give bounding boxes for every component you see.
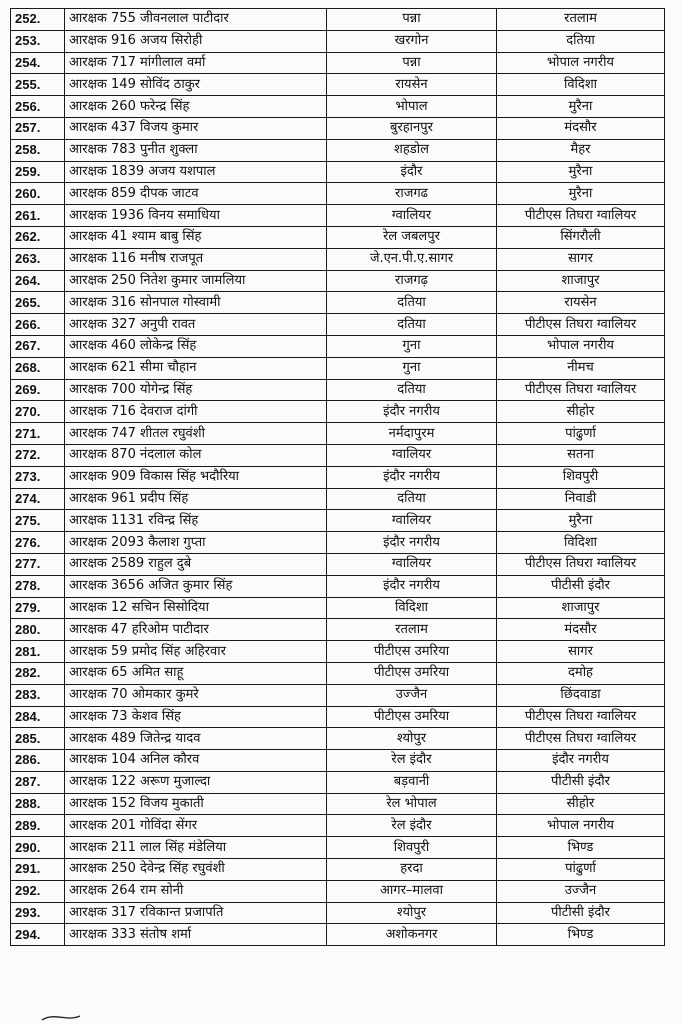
new-posting: नीमच bbox=[497, 357, 665, 379]
pen-mark bbox=[40, 1008, 160, 1024]
new-posting: पीटीएस तिघरा ग्वालियर bbox=[497, 553, 665, 575]
row-number: 260. bbox=[11, 183, 65, 205]
employee-name: आरक्षक 437 विजय कुमार bbox=[65, 117, 327, 139]
current-posting: विदिशा bbox=[327, 597, 497, 619]
table-row bbox=[11, 728, 665, 750]
new-posting: मुरैना bbox=[497, 510, 665, 532]
employee-name: आरक्षक 41 श्याम बाबु सिंह bbox=[65, 226, 327, 248]
employee-name: आरक्षक 1131 रविन्द्र सिंह bbox=[65, 510, 327, 532]
row-number: 287. bbox=[11, 771, 65, 793]
employee-name: आरक्षक 859 दीपक जाटव bbox=[65, 183, 327, 205]
row-number: 283. bbox=[11, 684, 65, 706]
table-row bbox=[11, 575, 665, 597]
current-posting: उज्जैन bbox=[327, 684, 497, 706]
employee-name: आरक्षक 65 अमित साहू bbox=[65, 662, 327, 684]
new-posting: सीहोर bbox=[497, 401, 665, 423]
new-posting: मंदसौर bbox=[497, 619, 665, 641]
employee-name: आरक्षक 12 सचिन सिसोदिया bbox=[65, 597, 327, 619]
table-row bbox=[11, 597, 665, 619]
current-posting: खरगोन bbox=[327, 30, 497, 52]
current-posting: गुना bbox=[327, 357, 497, 379]
row-number: 261. bbox=[11, 205, 65, 227]
row-number: 288. bbox=[11, 793, 65, 815]
row-number: 256. bbox=[11, 96, 65, 118]
row-number: 290. bbox=[11, 837, 65, 859]
new-posting: मंदसौर bbox=[497, 117, 665, 139]
current-posting: अशोकनगर bbox=[327, 924, 497, 946]
new-posting: भोपाल नगरीय bbox=[497, 52, 665, 74]
new-posting: मुरैना bbox=[497, 183, 665, 205]
employee-name: आरक्षक 59 प्रमोद सिंह अहिरवार bbox=[65, 641, 327, 663]
current-posting: रेल इंदौर bbox=[327, 815, 497, 837]
new-posting: इंदौर नगरीय bbox=[497, 750, 665, 772]
table-row bbox=[11, 292, 665, 314]
table-row bbox=[11, 880, 665, 902]
table-row bbox=[11, 248, 665, 270]
employee-name: आरक्षक 201 गोविंदा सेंगर bbox=[65, 815, 327, 837]
new-posting: निवाडी bbox=[497, 488, 665, 510]
table-row bbox=[11, 553, 665, 575]
table-row bbox=[11, 161, 665, 183]
new-posting: शाजापुर bbox=[497, 597, 665, 619]
row-number: 269. bbox=[11, 379, 65, 401]
current-posting: दतिया bbox=[327, 292, 497, 314]
row-number: 262. bbox=[11, 226, 65, 248]
current-posting: पीटीएस उमरिया bbox=[327, 706, 497, 728]
row-number: 286. bbox=[11, 750, 65, 772]
new-posting: पीटीसी इंदौर bbox=[497, 902, 665, 924]
table-row bbox=[11, 662, 665, 684]
table-row bbox=[11, 226, 665, 248]
row-number: 265. bbox=[11, 292, 65, 314]
table-row bbox=[11, 314, 665, 336]
current-posting: रायसेन bbox=[327, 74, 497, 96]
employee-name: आरक्षक 316 सोनपाल गोस्वामी bbox=[65, 292, 327, 314]
row-number: 268. bbox=[11, 357, 65, 379]
employee-name: आरक्षक 621 सीमा चौहान bbox=[65, 357, 327, 379]
current-posting: दतिया bbox=[327, 488, 497, 510]
current-posting: रेल इंदौर bbox=[327, 750, 497, 772]
row-number: 254. bbox=[11, 52, 65, 74]
current-posting: शिवपुरी bbox=[327, 837, 497, 859]
row-number: 277. bbox=[11, 553, 65, 575]
row-number: 252. bbox=[11, 9, 65, 31]
table-row bbox=[11, 9, 665, 31]
row-number: 259. bbox=[11, 161, 65, 183]
table-row bbox=[11, 52, 665, 74]
current-posting: इंदौर नगरीय bbox=[327, 532, 497, 554]
current-posting: श्योपुर bbox=[327, 902, 497, 924]
table-row bbox=[11, 205, 665, 227]
current-posting: दतिया bbox=[327, 314, 497, 336]
table-row bbox=[11, 750, 665, 772]
new-posting: पीटीएस तिघरा ग्वालियर bbox=[497, 205, 665, 227]
current-posting: पन्ना bbox=[327, 9, 497, 31]
table-row bbox=[11, 96, 665, 118]
employee-name: आरक्षक 909 विकास सिंह भदौरिया bbox=[65, 466, 327, 488]
row-number: 273. bbox=[11, 466, 65, 488]
employee-name: आरक्षक 250 नितेश कुमार जामलिया bbox=[65, 270, 327, 292]
row-number: 282. bbox=[11, 662, 65, 684]
employee-name: आरक्षक 152 विजय मुकाती bbox=[65, 793, 327, 815]
current-posting: श्योपुर bbox=[327, 728, 497, 750]
new-posting: छिंदवाडा bbox=[497, 684, 665, 706]
table-row bbox=[11, 466, 665, 488]
current-posting: इंदौर नगरीय bbox=[327, 466, 497, 488]
row-number: 284. bbox=[11, 706, 65, 728]
employee-name: आरक्षक 717 मांगीलाल वर्मा bbox=[65, 52, 327, 74]
new-posting: भिण्ड bbox=[497, 837, 665, 859]
new-posting: दमोह bbox=[497, 662, 665, 684]
current-posting: राजगढ bbox=[327, 183, 497, 205]
employee-name: आरक्षक 489 जितेन्द्र यादव bbox=[65, 728, 327, 750]
employee-name: आरक्षक 264 राम सोनी bbox=[65, 880, 327, 902]
current-posting: बुरहानपुर bbox=[327, 117, 497, 139]
new-posting: सागर bbox=[497, 248, 665, 270]
current-posting: पीटीएस उमरिया bbox=[327, 641, 497, 663]
current-posting: गुना bbox=[327, 335, 497, 357]
new-posting: पीटीएस तिघरा ग्वालियर bbox=[497, 314, 665, 336]
row-number: 263. bbox=[11, 248, 65, 270]
row-number: 289. bbox=[11, 815, 65, 837]
row-number: 253. bbox=[11, 30, 65, 52]
table-row bbox=[11, 401, 665, 423]
row-number: 279. bbox=[11, 597, 65, 619]
table-row bbox=[11, 837, 665, 859]
row-number: 280. bbox=[11, 619, 65, 641]
current-posting: दतिया bbox=[327, 379, 497, 401]
current-posting: शहडोल bbox=[327, 139, 497, 161]
row-number: 281. bbox=[11, 641, 65, 663]
table-row bbox=[11, 335, 665, 357]
row-number: 255. bbox=[11, 74, 65, 96]
row-number: 267. bbox=[11, 335, 65, 357]
new-posting: भोपाल नगरीय bbox=[497, 815, 665, 837]
table-row bbox=[11, 902, 665, 924]
current-posting: ग्वालियर bbox=[327, 510, 497, 532]
employee-name: आरक्षक 1936 विनय समाधिया bbox=[65, 205, 327, 227]
table-row bbox=[11, 510, 665, 532]
new-posting: भिण्ड bbox=[497, 924, 665, 946]
employee-name: आरक्षक 2589 राहुल दुबे bbox=[65, 553, 327, 575]
current-posting: इंदौर नगरीय bbox=[327, 401, 497, 423]
row-number: 272. bbox=[11, 444, 65, 466]
transfer-table-body bbox=[11, 9, 665, 946]
current-posting: रतलाम bbox=[327, 619, 497, 641]
row-number: 258. bbox=[11, 139, 65, 161]
employee-name: आरक्षक 961 प्रदीप सिंह bbox=[65, 488, 327, 510]
table-row bbox=[11, 30, 665, 52]
row-number: 274. bbox=[11, 488, 65, 510]
current-posting: इंदौर नगरीय bbox=[327, 575, 497, 597]
employee-name: आरक्षक 3656 अजित कुमार सिंह bbox=[65, 575, 327, 597]
employee-name: आरक्षक 211 लाल सिंह मंडेलिया bbox=[65, 837, 327, 859]
current-posting: आगर–मालवा bbox=[327, 880, 497, 902]
table-row bbox=[11, 684, 665, 706]
new-posting: रतलाम bbox=[497, 9, 665, 31]
new-posting: विदिशा bbox=[497, 532, 665, 554]
table-row bbox=[11, 815, 665, 837]
employee-name: आरक्षक 1839 अजय यशपाल bbox=[65, 161, 327, 183]
table-row bbox=[11, 771, 665, 793]
employee-name: आरक्षक 2093 कैलाश गुप्ता bbox=[65, 532, 327, 554]
table-row bbox=[11, 859, 665, 881]
new-posting: भोपाल नगरीय bbox=[497, 335, 665, 357]
employee-name: आरक्षक 333 संतोष शर्मा bbox=[65, 924, 327, 946]
current-posting: इंदौर bbox=[327, 161, 497, 183]
new-posting: मैहर bbox=[497, 139, 665, 161]
employee-name: आरक्षक 460 लोकेन्द्र सिंह bbox=[65, 335, 327, 357]
row-number: 291. bbox=[11, 859, 65, 881]
new-posting: पीटीसी इंदौर bbox=[497, 575, 665, 597]
current-posting: बड़वानी bbox=[327, 771, 497, 793]
table-row bbox=[11, 379, 665, 401]
employee-name: आरक्षक 70 ओमकार कुमरे bbox=[65, 684, 327, 706]
employee-name: आरक्षक 783 पुनीत शुक्ला bbox=[65, 139, 327, 161]
current-posting: हरदा bbox=[327, 859, 497, 881]
new-posting: शाजापुर bbox=[497, 270, 665, 292]
new-posting: पीटीएस तिघरा ग्वालियर bbox=[497, 379, 665, 401]
employee-name: आरक्षक 47 हरिओम पाटीदार bbox=[65, 619, 327, 641]
table-row bbox=[11, 444, 665, 466]
row-number: 266. bbox=[11, 314, 65, 336]
new-posting: पांढुर्णा bbox=[497, 423, 665, 445]
new-posting: मुरैना bbox=[497, 96, 665, 118]
current-posting: भोपाल bbox=[327, 96, 497, 118]
table-row bbox=[11, 488, 665, 510]
current-posting: पन्ना bbox=[327, 52, 497, 74]
row-number: 292. bbox=[11, 880, 65, 902]
row-number: 271. bbox=[11, 423, 65, 445]
employee-name: आरक्षक 116 मनीष राजपूत bbox=[65, 248, 327, 270]
employee-name: आरक्षक 747 शीतल रघुवंशी bbox=[65, 423, 327, 445]
table-row bbox=[11, 357, 665, 379]
employee-name: आरक्षक 916 अजय सिरोही bbox=[65, 30, 327, 52]
new-posting: पीटीसी इंदौर bbox=[497, 771, 665, 793]
new-posting: दतिया bbox=[497, 30, 665, 52]
employee-name: आरक्षक 327 अनुपी रावत bbox=[65, 314, 327, 336]
current-posting: ग्वालियर bbox=[327, 553, 497, 575]
new-posting: पीटीएस तिघरा ग्वालियर bbox=[497, 728, 665, 750]
row-number: 278. bbox=[11, 575, 65, 597]
row-number: 294. bbox=[11, 924, 65, 946]
employee-name: आरक्षक 870 नंदलाल कोल bbox=[65, 444, 327, 466]
new-posting: सीहोर bbox=[497, 793, 665, 815]
employee-name: आरक्षक 260 फरेन्द्र सिंह bbox=[65, 96, 327, 118]
employee-name: आरक्षक 250 देवेन्द्र सिंह रघुवंशी bbox=[65, 859, 327, 881]
row-number: 293. bbox=[11, 902, 65, 924]
employee-name: आरक्षक 716 देवराज दांगी bbox=[65, 401, 327, 423]
current-posting: रेल भोपाल bbox=[327, 793, 497, 815]
table-row bbox=[11, 924, 665, 946]
new-posting: उज्जैन bbox=[497, 880, 665, 902]
employee-name: आरक्षक 317 रविकान्त प्रजापति bbox=[65, 902, 327, 924]
current-posting: नर्मदापुरम bbox=[327, 423, 497, 445]
table-row bbox=[11, 641, 665, 663]
row-number: 257. bbox=[11, 117, 65, 139]
employee-name: आरक्षक 122 अरूण मुजाल्दा bbox=[65, 771, 327, 793]
table-row bbox=[11, 706, 665, 728]
employee-name: आरक्षक 73 केशव सिंह bbox=[65, 706, 327, 728]
table-row bbox=[11, 793, 665, 815]
table-row bbox=[11, 619, 665, 641]
transfer-table bbox=[10, 8, 665, 946]
employee-name: आरक्षक 149 सोविंद ठाकुर bbox=[65, 74, 327, 96]
new-posting: विदिशा bbox=[497, 74, 665, 96]
employee-name: आरक्षक 755 जीवनलाल पाटीदार bbox=[65, 9, 327, 31]
current-posting: रेल जबलपुर bbox=[327, 226, 497, 248]
new-posting: पांढुर्णा bbox=[497, 859, 665, 881]
new-posting: सागर bbox=[497, 641, 665, 663]
new-posting: सिंगरौली bbox=[497, 226, 665, 248]
table-row bbox=[11, 117, 665, 139]
table-row bbox=[11, 270, 665, 292]
table-row bbox=[11, 183, 665, 205]
table-row bbox=[11, 139, 665, 161]
current-posting: राजगढ़ bbox=[327, 270, 497, 292]
employee-name: आरक्षक 104 अनिल कौरव bbox=[65, 750, 327, 772]
new-posting: मुरैना bbox=[497, 161, 665, 183]
row-number: 276. bbox=[11, 532, 65, 554]
table-row bbox=[11, 74, 665, 96]
employee-name: आरक्षक 700 योगेन्द्र सिंह bbox=[65, 379, 327, 401]
row-number: 270. bbox=[11, 401, 65, 423]
current-posting: ग्वालियर bbox=[327, 444, 497, 466]
row-number: 264. bbox=[11, 270, 65, 292]
table-row bbox=[11, 423, 665, 445]
current-posting: जे.एन.पी.ए.सागर bbox=[327, 248, 497, 270]
new-posting: पीटीएस तिघरा ग्वालियर bbox=[497, 706, 665, 728]
row-number: 275. bbox=[11, 510, 65, 532]
current-posting: पीटीएस उमरिया bbox=[327, 662, 497, 684]
table-row bbox=[11, 532, 665, 554]
new-posting: रायसेन bbox=[497, 292, 665, 314]
row-number: 285. bbox=[11, 728, 65, 750]
new-posting: शिवपुरी bbox=[497, 466, 665, 488]
current-posting: ग्वालियर bbox=[327, 205, 497, 227]
new-posting: सतना bbox=[497, 444, 665, 466]
